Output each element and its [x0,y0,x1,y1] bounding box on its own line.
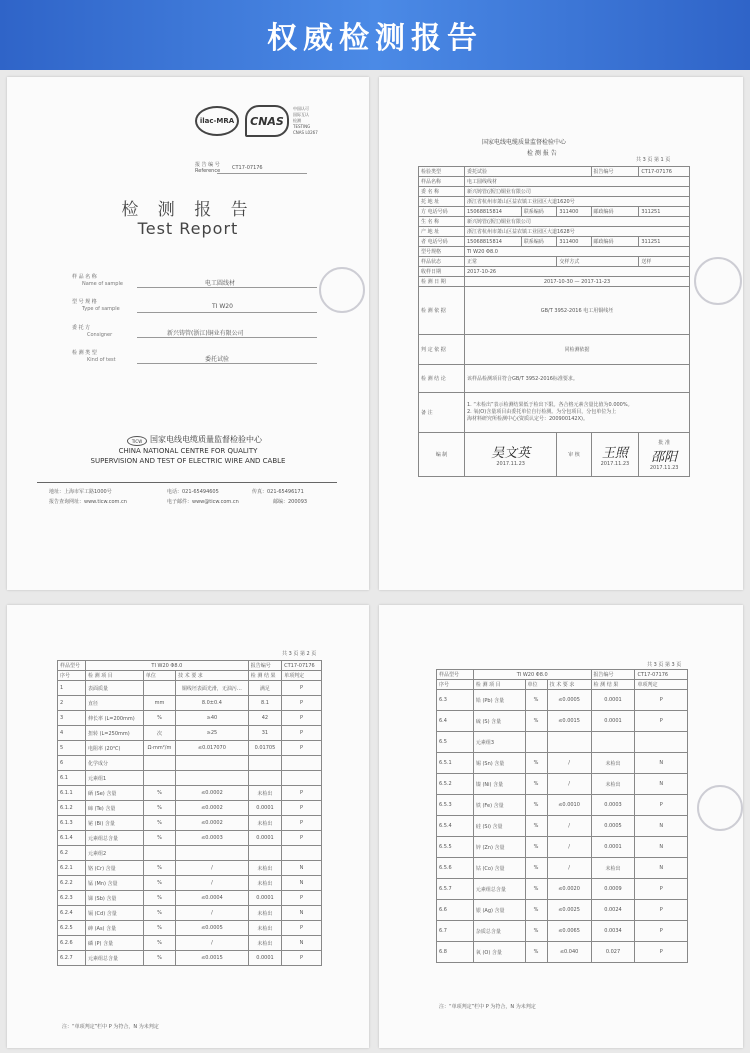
page-number: 共 3 页 第 3 页 [647,662,682,668]
table-row: 型号规格 TI W20 Φ8.0 [419,247,690,257]
signature: 邵阳 [651,449,678,465]
org-tel: 电话：021-65494605 [167,489,219,495]
org-address: 地址：上海市军工路1000号 [49,489,112,495]
seal-stamp [319,267,365,313]
table-row: 6.2.2 锰 (Mn) 含量 % / 未检出 N [58,876,322,891]
table-header-row: 序号 检 测 项 目 单位 技 术 要 求 检 测 结 果 单项判定 [58,671,322,681]
banner [0,0,750,70]
table-row: 判 定 依 据 同检测依据 [419,335,690,365]
report-no-en: Reference [195,168,221,174]
table-row: 生 名 称 新兴铸管(浙江)铜业有限公司 [419,217,690,227]
table-row: 6.1.3 铋 (Bi) 含量 % ≤0.0002 未检出 P [58,816,322,831]
signature: 吴文英 [491,446,531,461]
table-row: 6.5.3 铁 (Fe) 含量 % ≤0.0010 0.0003 P [437,795,688,816]
table-row: 6.2.3 锑 (Sb) 含量 % ≤0.0004 0.0001 P [58,891,322,906]
table-row: 6.2.1 铬 (Cr) 含量 % / 未检出 N [58,861,322,876]
page-number: 共 3 页 第 1 页 [636,157,671,163]
page-number: 共 3 页 第 2 页 [282,651,317,657]
table-row: 6.5 元素组3 [437,732,688,753]
table-row: 方 电话号码 15068815814 联系编码 311400 邮政编码 311251 [419,207,690,217]
table-row: 6.5.6 钴 (Co) 含量 % / 未检出 N [437,858,688,879]
footnote: 注：“单项判定”栏中 P 为符合，N 为未判定 [62,1024,159,1030]
table-row: 检验类型 委托试验 报告编号 CT17-07176 [419,167,690,177]
table-row: 6.2.6 磷 (P) 含量 % / 未检出 N [58,936,322,951]
ticw-logo: TICW [127,436,147,446]
cover-title-cn: 检 测 报 告 [121,200,255,220]
table-row: 6.1.1 硒 (Se) 含量 % ≤0.0002 未检出 P [58,786,322,801]
org-name-cn: 国家电线电缆质量监督检验中心 [150,435,262,444]
table-row: 样品型号 TI W20 Φ8.0 报告编号 CT17-07176 [58,661,322,671]
seal-stamp [697,785,743,831]
summary-table [418,166,690,477]
table-row: 4 扭转 (L=250mm) 次 ≥25 31 P [58,726,322,741]
banner-title: 权威检测报告 [267,21,483,56]
org-fax: 传真：021-65496171 [252,489,304,495]
table-row: 6.1 元素组1 [58,771,322,786]
table-row: 6.2 元素组2 [58,846,322,861]
table-row: 6.3 铅 (Pb) 含量 % ≤0.0005 0.0001 P [437,690,688,711]
summary-subheader: 检 测 报 告 [527,150,557,157]
table-row: 产 地 址 浙江省杭州市萧山区益农镇工业园区大道1628号 [419,227,690,237]
table-row: 检 测 结 论 该样品检测项目符合GB/T 3952-2016标准要求。 [419,365,690,393]
table-row: 6.1.4 元素组总含量 % ≤0.0003 0.0001 P [58,831,322,846]
org-web: 报告查询网址：www.ticw.com.cn [49,499,127,505]
signature: 王照 [601,446,628,461]
table-row: 委 名 称 新兴铸管(浙江)铜业有限公司 [419,187,690,197]
table-row: 样品型号 TI W20 Φ8.0 报告编号 CT17-07176 [437,670,688,680]
cnas-logo: CNAS [245,105,289,137]
cover-title-en: Test Report [137,219,239,238]
report-cover-page: ilac-MRA CNAS 中国认可 国际互认 检测 TESTING CNAS L0267 报 告 编 号 Reference CT17-07176 检 测 报 告 Test Report 样 品 名 称 Name of sample 电工圆线材 型 号 规 格 Type of sample TI W20 委 托 方 Consigner 新兴铸管(浙江)铜业有限公司 检 测 类 型 Kind of test 委托试验 TICW 国家电线电缆质量监督检验中心 CHINA NATIONAL CENTRE FOR QUALITY SUPERVISION AND TEST OF ELECTRIC WIRE AND CABLE 地址：上海市军工路1000号 电话：021-65494605 传真：021-65496171 报告查询网址：www.ticw.com.cn 电子邮件：www@ticw.com.cn 邮编：200093 [7,77,369,590]
table-row: 6.5.5 锌 (Zn) 含量 % / 0.0001 N [437,837,688,858]
table-row: 收样日期 2017-10-26 [419,267,690,277]
report-no: CT17-07176 [232,165,263,171]
table-row: 6.2.4 镉 (Cd) 含量 % / 未检出 N [58,906,322,921]
table-row: 6.7 杂质总含量 % ≤0.0065 0.0034 P [437,921,688,942]
org-email: 电子邮件：www@ticw.com.cn [167,499,239,505]
table-row: 样品名称 电工圆线线材 [419,177,690,187]
table-row: 6.6 银 (Ag) 含量 % ≤0.0025 0.0024 P [437,900,688,921]
table-row: 6.2.7 元素组总含量 % ≤0.0015 0.0001 P [58,951,322,966]
table-row: 备 注 1. “未检出”表示检测结果低于检出下限。各合格元素含量比值为0.000%。 2. 氧(O)含量项目由委托单位自行检测。为分包项目，分包单位为上 海材料研究所检测中心(资质认定号：200900142X)。 [419,393,690,433]
table-row: 托 地 址 浙江省杭州市萧山区益农镇工业园区大道1620号 [419,197,690,207]
table-row: 6.1.2 碲 (Te) 含量 % ≤0.0002 0.0001 P [58,801,322,816]
table-row: 6 化学成分 [58,756,322,771]
report-no-label: 报 告 编 号 [195,162,220,168]
table-row: 6.4 硫 (S) 含量 % ≤0.0015 0.0001 P [437,711,688,732]
results-table [436,669,688,963]
table-row: 5 电阻率 (20℃) Ω·mm²/m ≤0.017070 0.01705 P [58,741,322,756]
table-row: 3 伸长率 (L=200mm) % ≥40 42 P [58,711,322,726]
results-table [57,660,322,966]
table-row: 6.2.5 砷 (As) 含量 % ≤0.0005 未检出 P [58,921,322,936]
table-row: 6.5.7 元素组总含量 % ≤0.0020 0.0009 P [437,879,688,900]
table-row: 1 表面质量 铜线坯表面光滑，无油污… 满足 P [58,681,322,696]
certification-logos [195,105,318,137]
table-row: 者 电话号码 15068815814 联系编码 311400 邮政编码 311251 [419,237,690,247]
table-row: 6.5.4 硅 (Si) 含量 % / 0.0005 N [437,816,688,837]
table-row: 样品状态 正常 交样方式 送样 [419,257,690,267]
footnote: 注：“单项判定”栏中 P 为符合，N 为未判定 [439,1004,536,1010]
report-results-page-3 [379,605,743,1048]
report-summary-page [379,77,743,590]
ilac-mra-logo: ilac-MRA [195,106,239,136]
table-row: 检 测 依 据 GB/T 3952-2016 电工用铜线坯 [419,287,690,335]
signature-row: 编 制 吴文英 2017.11.23 审 核 王照 2017.11.23 批 准 邵阳 2017.11.23 [419,433,690,477]
table-row: 检 测 日 期 2017-10-30 — 2017-11-23 [419,277,690,287]
org-name-en-2: SUPERVISION AND TEST OF ELECTRIC WIRE AND CABLE [90,457,286,465]
org-name-en-1: CHINA NATIONAL CENTRE FOR QUALITY [118,447,258,455]
table-row: 2 直径 mm 8.0±0.4 8.1 P [58,696,322,711]
table-row: 6.8 氧 (O) 含量 % ≤0.040 0.027 P [437,942,688,963]
cnas-caption: 中国认可 国际互认 检测 TESTING CNAS L0267 [293,106,318,135]
table-header-row: 序号 检 测 项 目 单位 技 术 要 求 检 测 结 果 单项判定 [437,680,688,690]
summary-header: 国家电线电缆质量监督检验中心 [482,139,567,146]
table-row: 6.5.2 镍 (Ni) 含量 % / 未检出 N [437,774,688,795]
report-results-page-2 [7,605,369,1048]
seal-stamp [694,257,742,305]
table-row: 6.5.1 锡 (Sn) 含量 % / 未检出 N [437,753,688,774]
org-zip: 邮编：200093 [273,499,308,505]
